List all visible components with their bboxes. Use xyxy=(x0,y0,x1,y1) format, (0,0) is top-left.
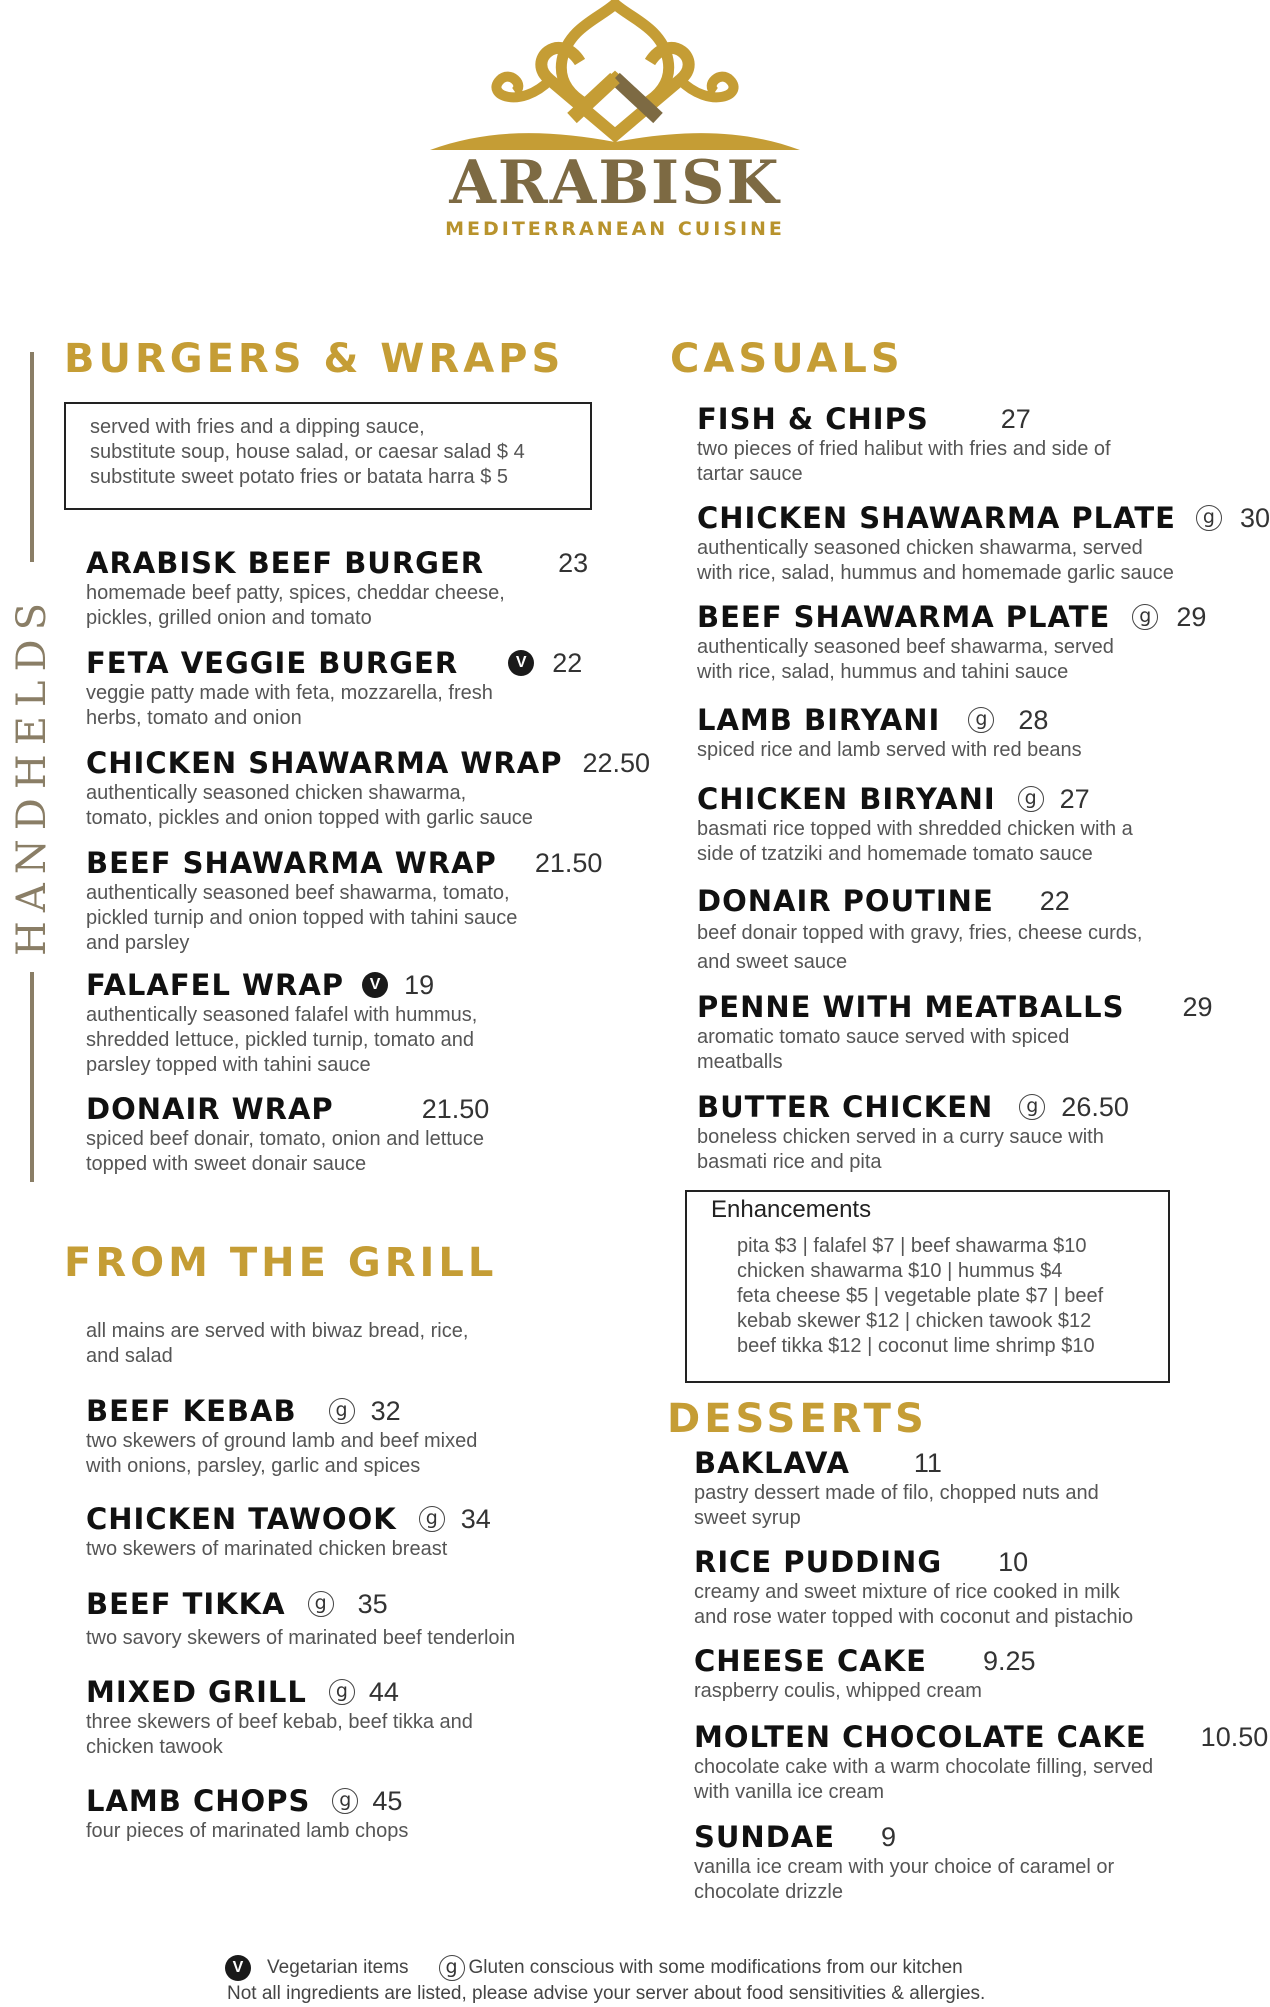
logo xyxy=(430,0,800,245)
item-name: RICE PUDDING xyxy=(694,1545,943,1579)
menu-item xyxy=(694,1545,1133,1630)
menu-item xyxy=(86,546,588,631)
note-line: substitute soup, house salad, or caesar salad $ 4 xyxy=(90,441,525,463)
item-desc-line: aromatic tomato sauce served with spiced xyxy=(697,1026,1070,1048)
item-desc-line: tartar sauce xyxy=(697,463,803,485)
menu-item xyxy=(86,846,602,956)
gluten-icon: g xyxy=(968,707,994,733)
item-desc-line: pickles, grilled onion and tomato xyxy=(86,607,372,629)
item-name: CHICKEN TAWOOK xyxy=(86,1502,397,1536)
item-price: 29 xyxy=(1176,601,1207,632)
menu-item xyxy=(697,501,1270,586)
vegetarian-icon: V xyxy=(362,972,388,998)
menu-item xyxy=(694,1820,1114,1905)
legend-gluten: Gluten conscious with some modifications from our kitchen xyxy=(468,1957,963,1978)
item-name: BEEF SHAWARMA PLATE xyxy=(697,600,1111,634)
item-price: 45 xyxy=(372,1785,403,1816)
gluten-icon: g xyxy=(308,1591,334,1617)
menu-item xyxy=(697,1090,1129,1175)
item-price: 9.25 xyxy=(982,1645,1036,1676)
burgers-note-box xyxy=(64,402,592,510)
item-desc-line: beef donair topped with gravy, fries, cheese curds, xyxy=(697,922,1143,944)
menu-item xyxy=(697,884,1142,977)
item-desc-line: homemade beef patty, spices, cheddar cheese, xyxy=(86,582,505,604)
item-name: BEEF KEBAB xyxy=(86,1394,297,1428)
gluten-icon: g xyxy=(419,1506,445,1532)
item-name: CHEESE CAKE xyxy=(694,1644,927,1678)
menu-item xyxy=(86,968,477,1078)
item-price: 44 xyxy=(368,1676,399,1707)
legend-disclaimer: Not all ingredients are listed, please advise your server about food sensitivities & allergies. xyxy=(227,1983,986,2004)
item-price: 10.50 xyxy=(1200,1721,1269,1752)
enhancement-line: feta cheese $5 | vegetable plate $7 | beef xyxy=(737,1285,1104,1307)
item-desc-line: authentically seasoned beef shawarma, tomato, xyxy=(86,882,510,904)
item-desc-line: and rose water topped with coconut and pistachio xyxy=(694,1606,1134,1628)
vegetarian-icon: V xyxy=(225,1955,251,1981)
item-name: CHICKEN SHAWARMA PLATE xyxy=(697,501,1176,535)
item-desc-line: boneless chicken served in a curry sauce with xyxy=(697,1126,1104,1148)
menu-item xyxy=(694,1644,1036,1704)
item-desc-line: topped with sweet donair sauce xyxy=(86,1153,367,1175)
item-desc-line: shredded lettuce, pickled turnip, tomato and xyxy=(86,1029,475,1051)
menu-item xyxy=(86,1784,408,1844)
item-name: LAMB BIRYANI xyxy=(697,703,941,737)
section-title-burgers: BURGERS & WRAPS xyxy=(64,336,565,382)
item-desc-line: with rice, salad, hummus and tahini sauce xyxy=(697,661,1069,683)
item-price: 32 xyxy=(370,1395,401,1426)
item-name: BUTTER CHICKEN xyxy=(697,1090,994,1124)
item-price: 21.50 xyxy=(534,847,603,878)
item-price: 21.50 xyxy=(421,1093,490,1124)
brand-tagline: MEDITERRANEAN CUISINE xyxy=(445,218,785,240)
gluten-icon: g xyxy=(329,1679,355,1705)
item-desc-line: two skewers of marinated chicken breast xyxy=(86,1538,448,1560)
item-desc-line: and parsley xyxy=(86,932,190,954)
section-title-desserts: DESSERTS xyxy=(667,1396,928,1442)
item-price: 22 xyxy=(1039,885,1070,916)
side-divider-top xyxy=(30,352,34,562)
enhancement-line: pita $3 | falafel $7 | beef shawarma $10 xyxy=(737,1235,1087,1257)
item-price: 10 xyxy=(998,1546,1029,1577)
section-title-casuals: CASUALS xyxy=(670,336,904,382)
item-desc-line: tomato, pickles and onion topped with garlic sauce xyxy=(86,807,533,829)
item-desc-line: spiced rice and lamb served with red beans xyxy=(697,739,1082,761)
item-desc-line: three skewers of beef kebab, beef tikka and xyxy=(86,1711,473,1733)
item-price: 23 xyxy=(558,547,589,578)
item-desc-line: meatballs xyxy=(697,1051,783,1073)
item-desc-line: sweet syrup xyxy=(694,1507,801,1529)
menu-item xyxy=(86,1675,473,1760)
item-desc-line: herbs, tomato and onion xyxy=(86,707,302,729)
item-desc-line: pastry dessert made of filo, chopped nuts and xyxy=(694,1482,1099,1504)
item-desc-line: two pieces of fried halibut with fries and side of xyxy=(697,438,1111,460)
item-desc-line: side of tzatziki and homemade tomato sauce xyxy=(697,843,1093,865)
item-price: 19 xyxy=(404,969,435,1000)
item-name: PENNE WITH MEATBALLS xyxy=(697,990,1125,1024)
enhancements-title: Enhancements xyxy=(711,1196,872,1223)
gluten-icon: g xyxy=(1132,604,1158,630)
item-desc-line: with rice, salad, hummus and homemade garlic sauce xyxy=(697,562,1174,584)
item-name: CHICKEN SHAWARMA WRAP xyxy=(86,746,563,780)
gluten-icon: g xyxy=(329,1398,355,1424)
menu-item xyxy=(694,1720,1268,1805)
item-desc-line: veggie patty made with feta, mozzarella, fresh xyxy=(86,682,493,704)
enhancement-line: chicken shawarma $10 | hummus $4 xyxy=(737,1260,1063,1282)
side-label-text: HANDHELDS xyxy=(9,594,55,956)
note-line: substitute sweet potato fries or batata harra $ 5 xyxy=(90,466,509,488)
item-price: 35 xyxy=(357,1588,388,1619)
menu-item xyxy=(86,746,650,831)
item-desc-line: with vanilla ice cream xyxy=(694,1781,885,1803)
menu-item xyxy=(86,646,582,731)
item-name: CHICKEN BIRYANI xyxy=(697,782,996,816)
note-line: all mains are served with biwaz bread, rice, xyxy=(86,1320,469,1342)
item-name: FALAFEL WRAP xyxy=(86,968,345,1002)
menu-item xyxy=(86,1502,491,1562)
grill-note xyxy=(86,1318,468,1369)
item-price: 27 xyxy=(1000,403,1031,434)
item-desc-line: chocolate drizzle xyxy=(694,1881,843,1903)
item-price: 22.50 xyxy=(582,747,651,778)
handhelds-side-label xyxy=(9,352,55,1182)
item-desc-line: vanilla ice cream with your choice of caramel or xyxy=(694,1856,1115,1878)
menu-item xyxy=(697,990,1213,1075)
gluten-icon: g xyxy=(1019,1094,1045,1120)
item-desc-line: authentically seasoned chicken shawarma, xyxy=(86,782,467,804)
item-price: 29 xyxy=(1182,991,1213,1022)
item-name: BAKLAVA xyxy=(694,1446,850,1480)
item-desc-line: authentically seasoned falafel with hummus, xyxy=(86,1004,478,1026)
item-name: LAMB CHOPS xyxy=(86,1784,311,1818)
item-price: 22 xyxy=(552,647,583,678)
item-name: SUNDAE xyxy=(694,1820,836,1854)
item-desc-line: chicken tawook xyxy=(86,1736,223,1758)
item-name: DONAIR POUTINE xyxy=(697,884,994,918)
item-name: DONAIR WRAP xyxy=(86,1092,334,1126)
side-divider-bottom xyxy=(30,972,34,1182)
item-name: MOLTEN CHOCOLATE CAKE xyxy=(694,1720,1147,1754)
item-price: 30 xyxy=(1239,502,1270,533)
item-desc-line: basmati rice topped with shredded chicken with a xyxy=(697,818,1133,840)
item-name: ARABISK BEEF BURGER xyxy=(86,546,485,580)
item-desc-line: with onions, parsley, garlic and spices xyxy=(86,1455,421,1477)
item-price: 9 xyxy=(881,1821,897,1852)
item-name: BEEF TIKKA xyxy=(86,1587,286,1621)
item-name: FISH & CHIPS xyxy=(697,402,929,436)
gluten-icon: g xyxy=(439,1955,465,1981)
enhancements-box xyxy=(685,1190,1170,1383)
legend-vegetarian: Vegetarian items xyxy=(267,1957,409,1978)
note-line: served with fries and a dipping sauce, xyxy=(90,416,425,438)
legend xyxy=(225,1955,985,2007)
item-desc-line: and sweet sauce xyxy=(697,951,848,973)
brand-name: ARABISK xyxy=(449,148,781,218)
item-name: BEEF SHAWARMA WRAP xyxy=(86,846,497,880)
item-name: FETA VEGGIE BURGER xyxy=(86,646,459,680)
item-price: 11 xyxy=(913,1447,942,1478)
item-desc-line: raspberry coulis, whipped cream xyxy=(694,1680,982,1702)
enhancement-line: kebab skewer $12 | chicken tawook $12 xyxy=(737,1310,1092,1332)
item-desc-line: spiced beef donair, tomato, onion and lettuce xyxy=(86,1128,485,1150)
item-desc-line: authentically seasoned chicken shawarma, served xyxy=(697,537,1143,559)
item-desc-line: four pieces of marinated lamb chops xyxy=(86,1820,409,1842)
item-price: 34 xyxy=(460,1503,491,1534)
item-desc-line: authentically seasoned beef shawarma, served xyxy=(697,636,1114,658)
menu-item xyxy=(86,1394,477,1479)
item-desc-line: two savory skewers of marinated beef tenderloin xyxy=(86,1627,516,1649)
menu-item xyxy=(697,600,1206,685)
gluten-icon: g xyxy=(1018,786,1044,812)
item-name: MIXED GRILL xyxy=(86,1675,307,1709)
gluten-icon: g xyxy=(1196,505,1222,531)
item-desc-line: parsley topped with tahini sauce xyxy=(86,1054,371,1076)
section-title-grill: FROM THE GRILL xyxy=(64,1240,498,1286)
item-desc-line: chocolate cake with a warm chocolate filling, served xyxy=(694,1756,1154,1778)
menu-item xyxy=(697,402,1111,487)
menu-item xyxy=(697,703,1082,763)
item-desc-line: two skewers of ground lamb and beef mixed xyxy=(86,1430,478,1452)
item-desc-line: creamy and sweet mixture of rice cooked in milk xyxy=(694,1581,1120,1603)
vegetarian-icon: V xyxy=(508,650,534,676)
item-price: 26.50 xyxy=(1061,1091,1129,1122)
menu-item xyxy=(86,1092,489,1177)
item-desc-line: pickled turnip and onion topped with tahini sauce xyxy=(86,907,518,929)
note-line: and salad xyxy=(86,1345,173,1367)
arabesque-knot-dome-icon xyxy=(430,0,800,150)
enhancement-line: beef tikka $12 | coconut lime shrimp $10 xyxy=(737,1335,1095,1357)
menu-item xyxy=(697,782,1133,867)
item-desc-line: basmati rice and pita xyxy=(697,1151,882,1173)
item-price: 27 xyxy=(1059,783,1090,814)
menu-item xyxy=(86,1587,515,1651)
gluten-icon: g xyxy=(332,1788,358,1814)
item-price: 28 xyxy=(1018,704,1049,735)
menu-item xyxy=(694,1446,1099,1531)
